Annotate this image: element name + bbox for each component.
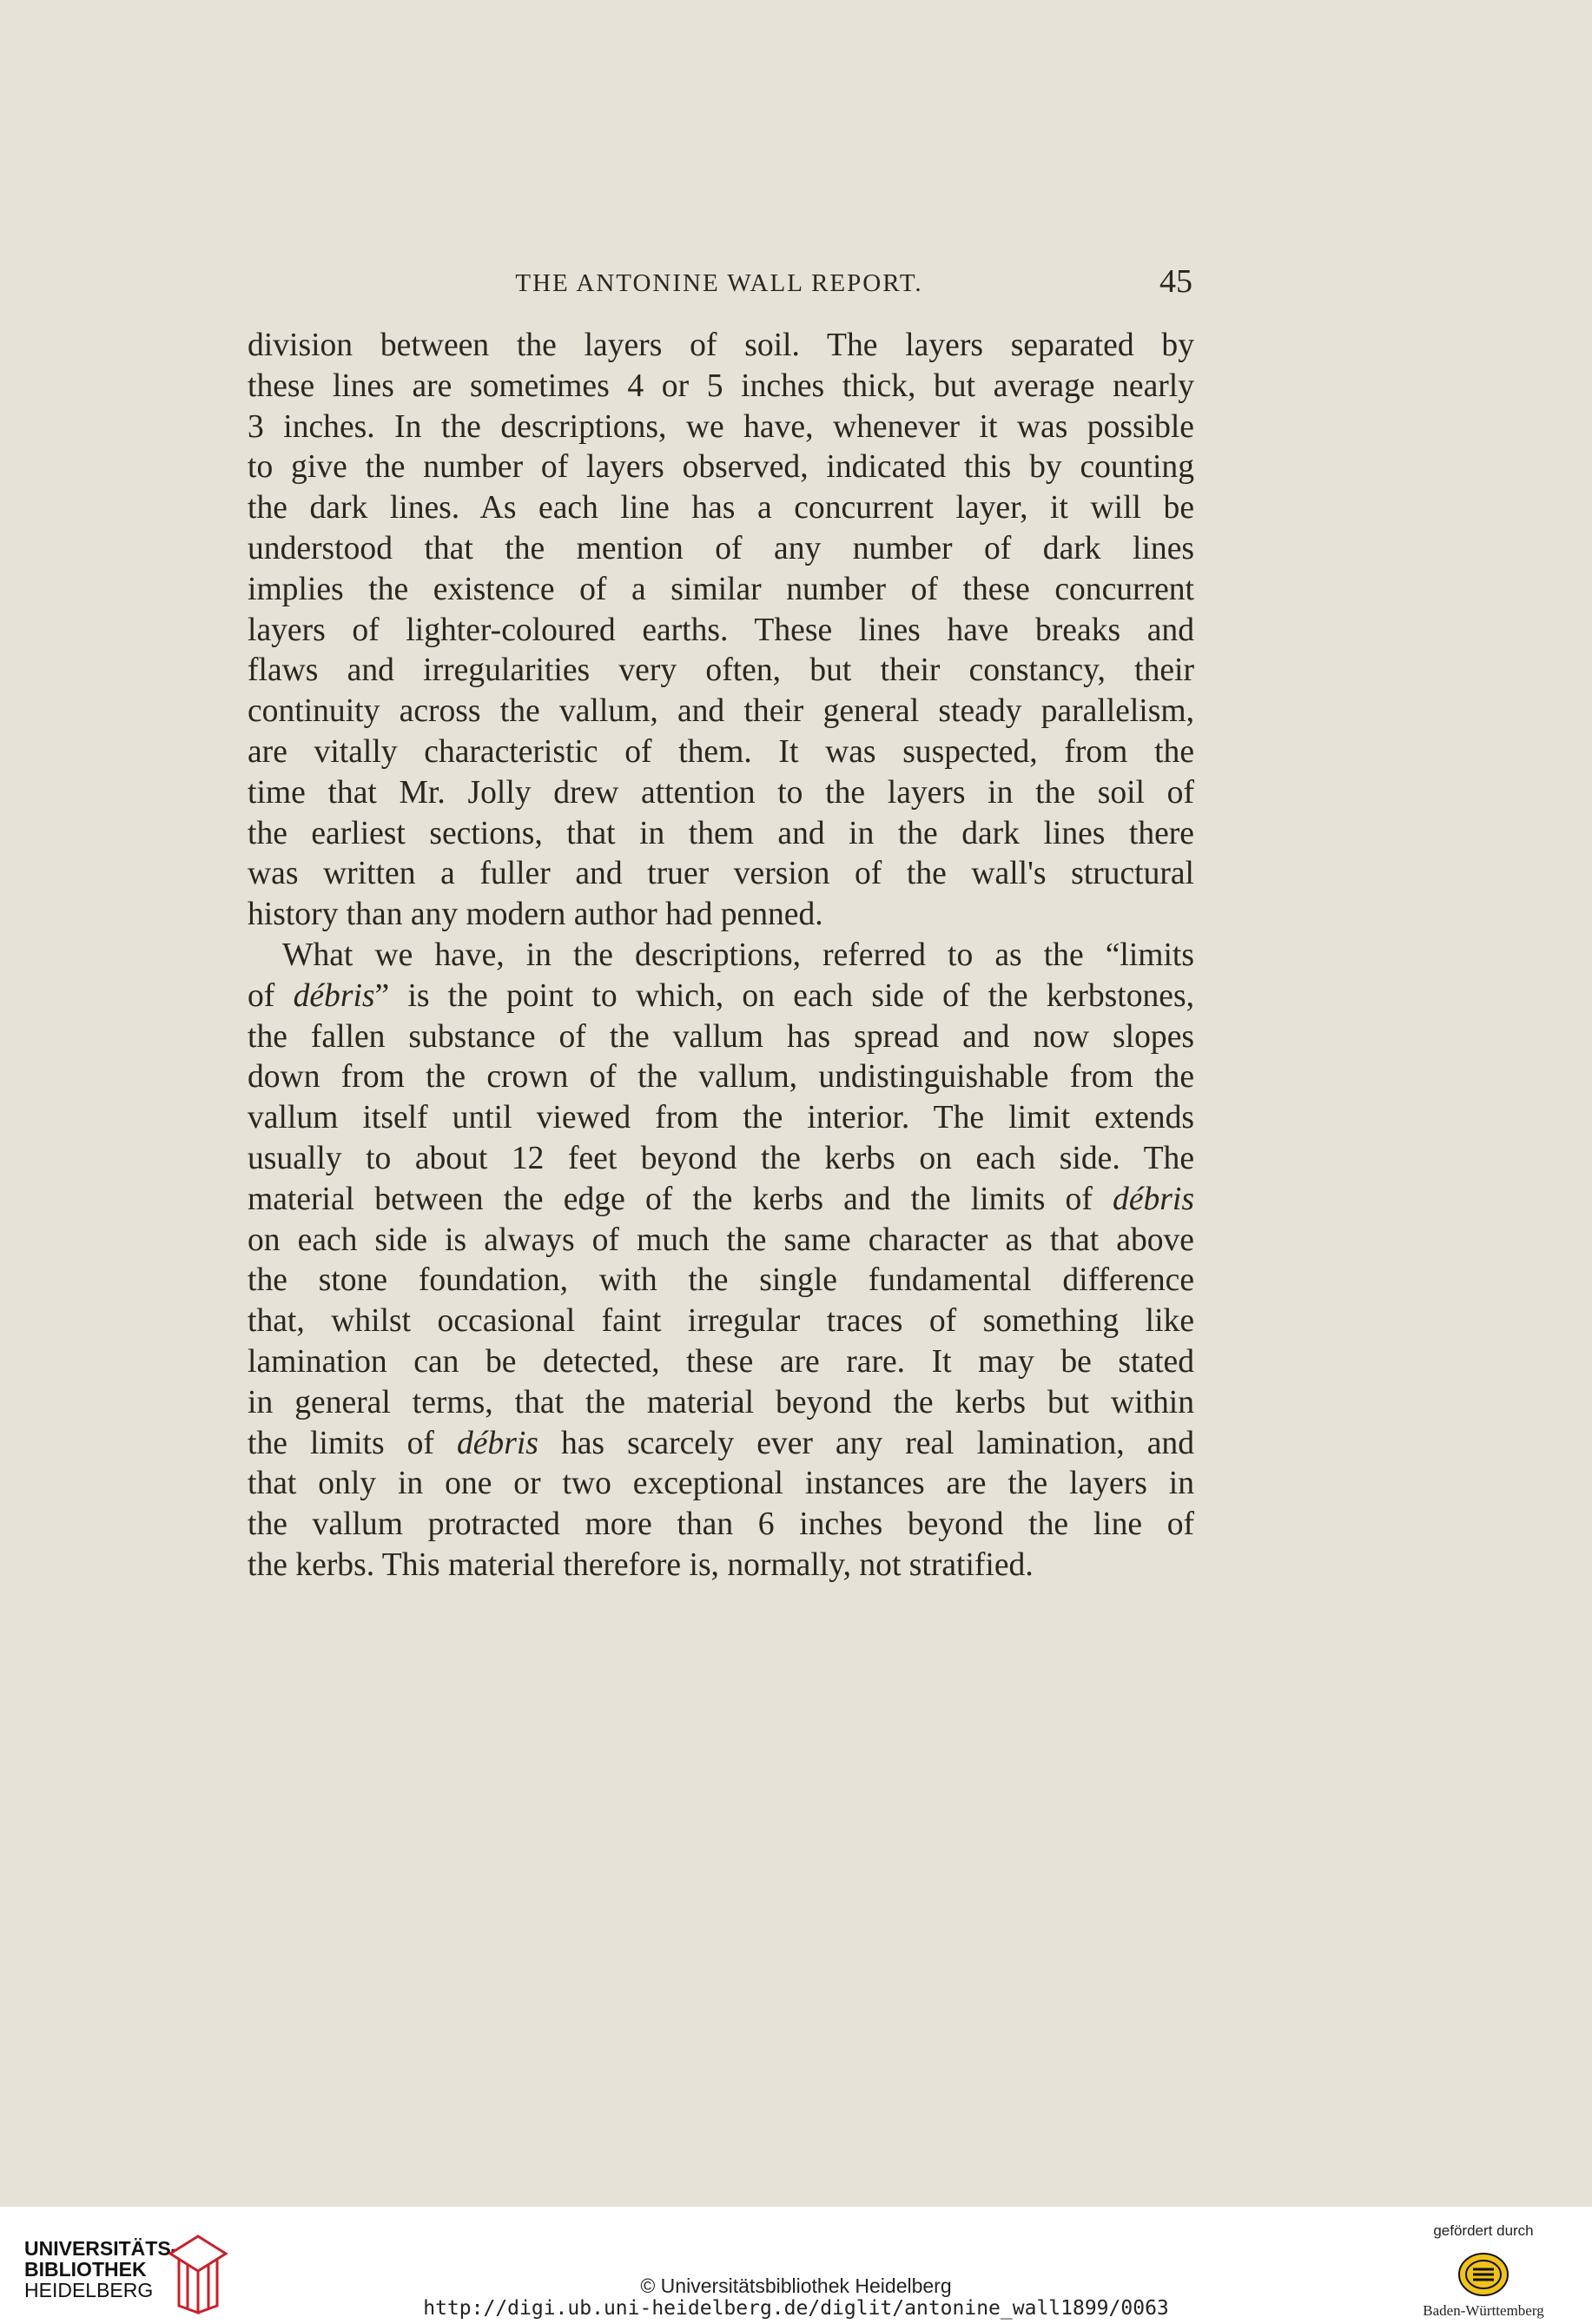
text-line: layers of lighter-coloured earths. These lines have breaks and [248, 612, 1194, 648]
text-line: continuity across the vallum, and their general steady parallelism, [248, 693, 1194, 730]
italic-term: débris [293, 977, 375, 1014]
paragraph-2 [248, 936, 1194, 1586]
library-name-line-2: BIBLIOTHEK [24, 2258, 147, 2281]
text-line: down from the crown of the vallum, undistinguishable from the [248, 1059, 1194, 1096]
text-line: material between the edge of the kerbs and the limits of débris [248, 1181, 1194, 1217]
text-line: on each side is always of much the same character as that above [248, 1222, 1194, 1258]
text-line: in general terms, that the material beyond the kerbs but within [248, 1384, 1194, 1420]
text-line: time that Mr. Jolly drew attention to the layers in the soil of [248, 774, 1194, 811]
sponsor-name: Baden-Württemberg [1423, 2302, 1544, 2319]
text-line: implies the existence of a similar number of these concurrent [248, 571, 1194, 607]
sponsor-label: gefördert durch [1433, 2222, 1534, 2239]
text-line: the stone foundation, with the single fundamental difference [248, 1262, 1194, 1299]
text-line: vallum itself until viewed from the interior. The limit extends [248, 1100, 1194, 1136]
text-line: 3 inches. In the descriptions, we have, whenever it was possible [248, 408, 1194, 445]
text-line: understood that the mention of any number of dark lines [248, 530, 1194, 566]
text-line: the earliest sections, that in them and in the dark lines there [248, 815, 1194, 851]
running-title: THE ANTONINE WALL REPORT. [515, 269, 923, 297]
text-line: the limits of débris has scarcely ever any real lamination, and [248, 1425, 1194, 1461]
footer-bar [0, 2207, 1592, 2324]
page-number: 45 [1159, 263, 1192, 300]
italic-term: débris [1113, 1181, 1194, 1217]
text-line: the fallen substance of the vallum has spread and now slopes [248, 1018, 1194, 1055]
text-line: these lines are sometimes 4 or 5 inches thick, but average nearly [248, 367, 1194, 404]
text-line: usually to about 12 feet beyond the kerbs on each side. The [248, 1140, 1194, 1176]
text-line: are vitally characteristic of them. It was suspected, from the [248, 733, 1194, 770]
text-line: the dark lines. As each line has a concurrent layer, it will be [248, 490, 1194, 526]
text-line: What we have, in the descriptions, referred to as the “limits [282, 937, 1194, 973]
library-name-line-1: UNIVERSITÄTS- [24, 2237, 178, 2260]
sponsor-block [1397, 2222, 1570, 2318]
baden-wuerttemberg-seal-icon [1457, 2252, 1509, 2297]
text-line: was written a fuller and truer version of the wall's structural [248, 856, 1194, 892]
text-line: lamination can be detected, these are rare. It may be stated [248, 1343, 1194, 1380]
text-line: the vallum protracted more than 6 inches beyond the line of [248, 1506, 1194, 1543]
copyright-notice: © Universitätsbibliothek Heidelberg [640, 2274, 952, 2297]
running-head [246, 262, 1192, 306]
text-line: the kerbs. This material therefore is, normally, not stratified. [248, 1546, 1034, 1583]
text-line: that only in one or two exceptional instances are the layers in [248, 1466, 1194, 1502]
text-line: to give the number of layers observed, indicated this by counting [248, 449, 1194, 486]
text-line: flaws and irregularities very often, but their constancy, their [248, 652, 1194, 689]
text-line: division between the layers of soil. The layers separated by [248, 328, 1194, 363]
text-line: of débris” is the point to which, on each side of the kerbstones, [248, 977, 1194, 1014]
italic-term: débris [456, 1425, 538, 1461]
text-line: that, whilst occasional faint irregular traces of something like [248, 1303, 1194, 1340]
body-text [248, 326, 1194, 1586]
library-name-line-3: HEIDELBERG [24, 2279, 154, 2301]
paragraph-1 [248, 326, 1194, 936]
permalink-url[interactable]: http://digi.ub.uni-heidelberg.de/diglit/antonine_wall1899/0063 [423, 2297, 1169, 2320]
text-line: history than any modern author had penned. [248, 897, 823, 933]
